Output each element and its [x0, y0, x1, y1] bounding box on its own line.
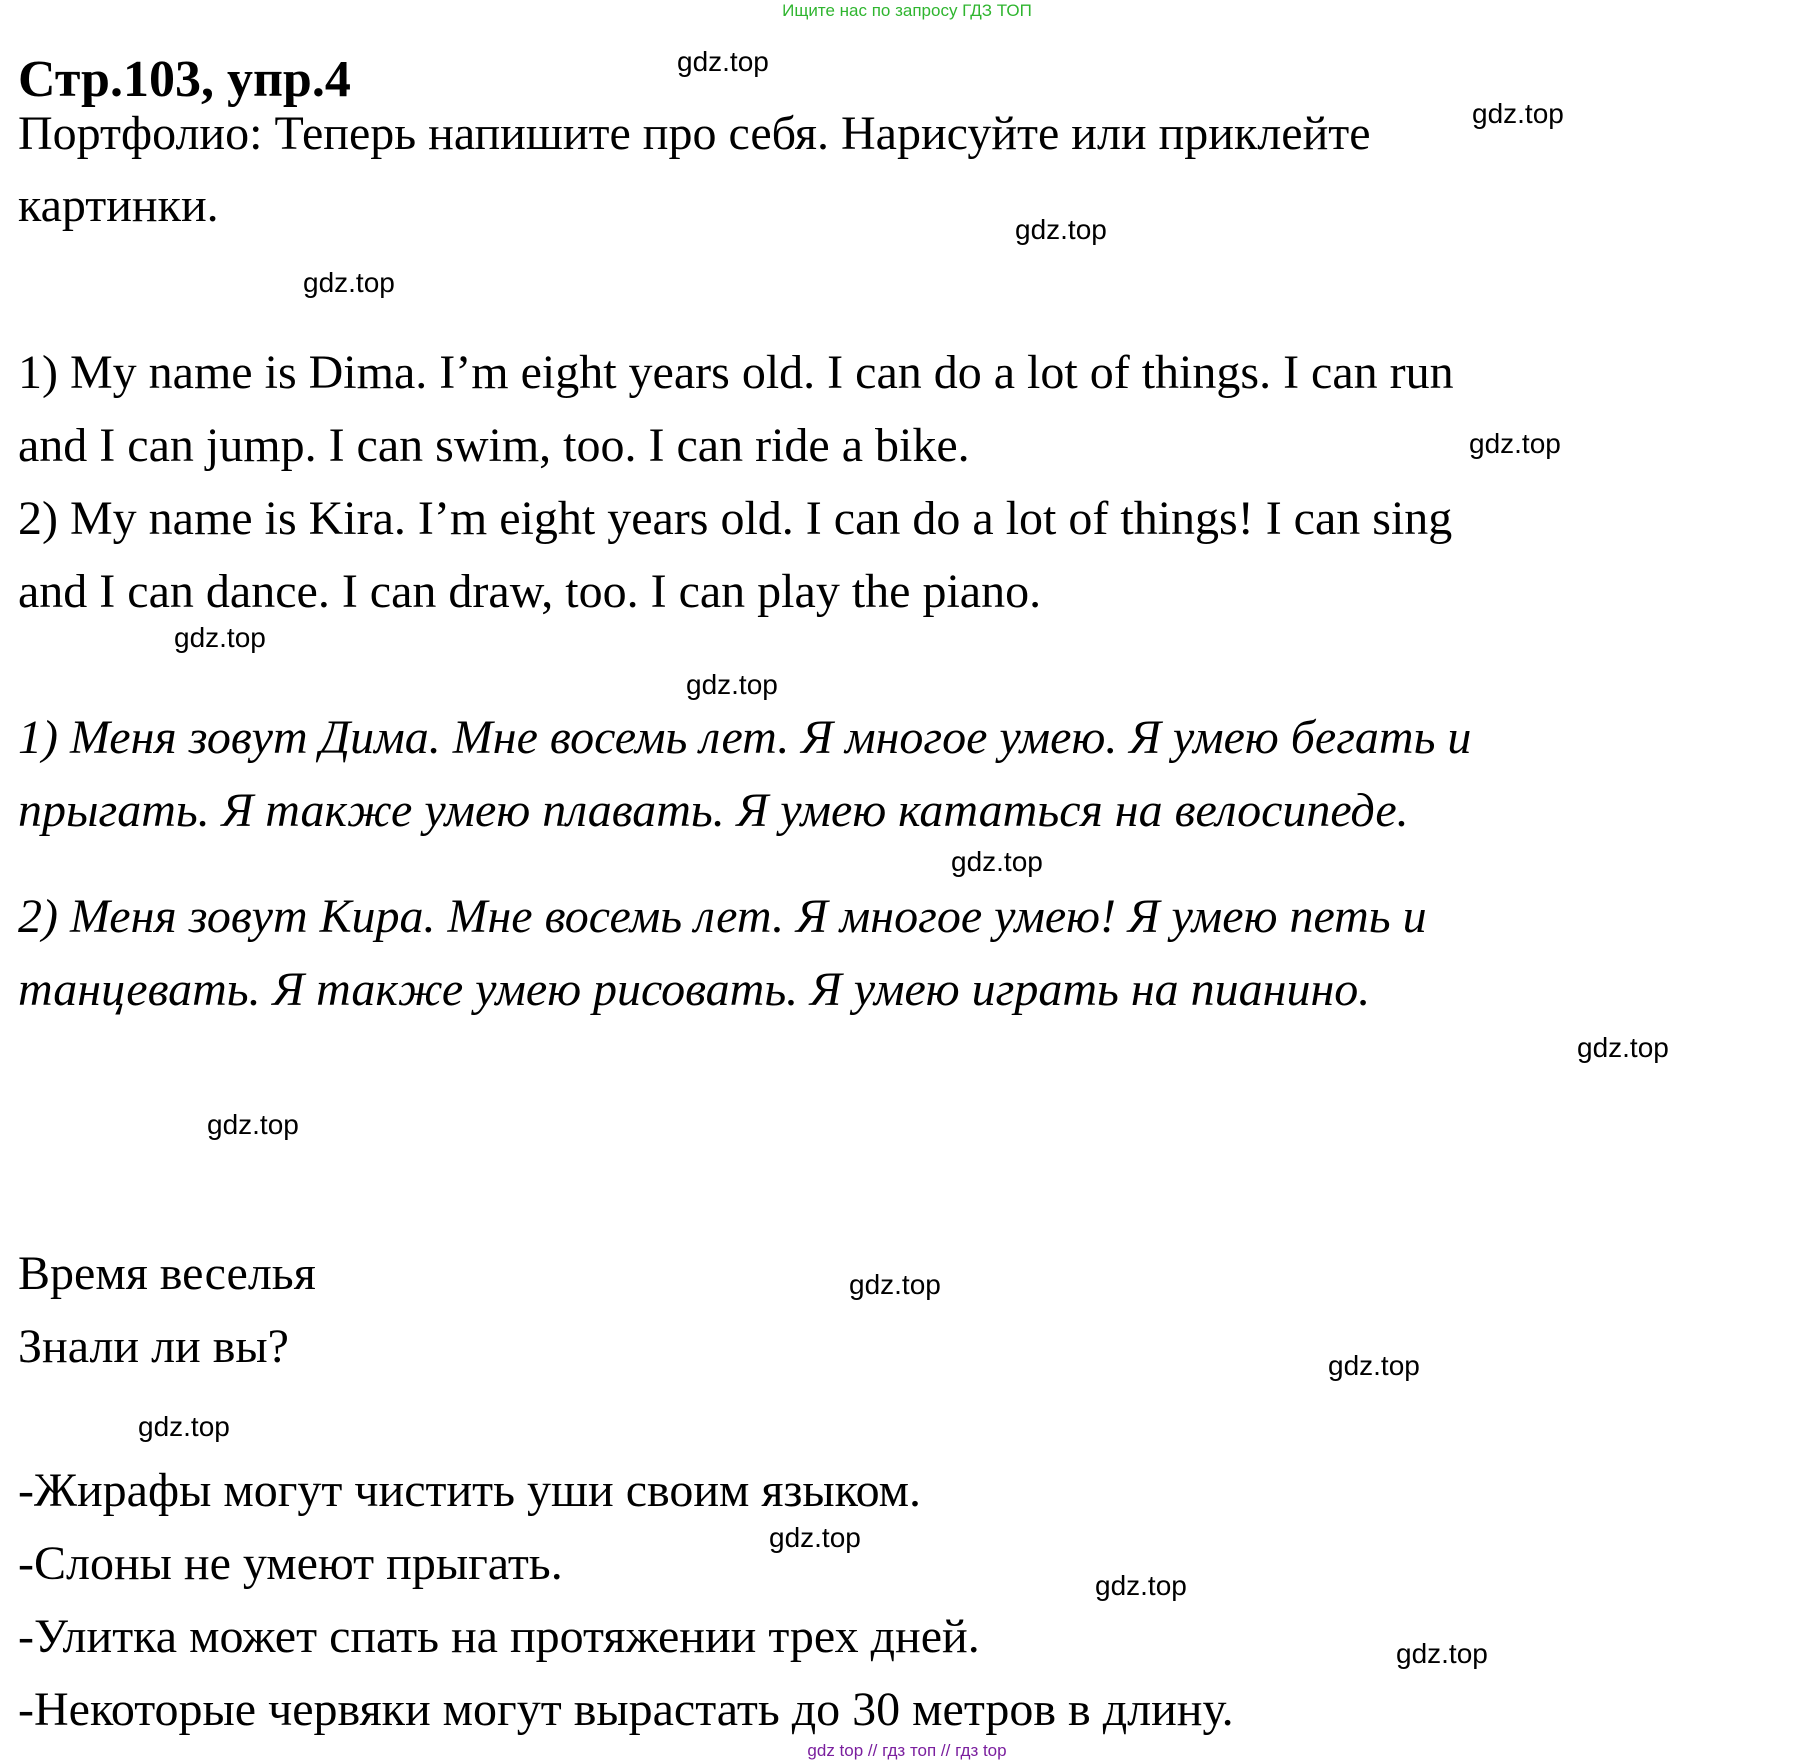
- watermark: gdz.top: [1472, 98, 1564, 129]
- section-subtitle: Знали ли вы?: [18, 1320, 289, 1373]
- fact-item: -Жирафы могут чистить уши своим языком.: [18, 1464, 922, 1517]
- watermark: gdz.top: [1577, 1032, 1669, 1063]
- translation-line: 2) Меня зовут Кира. Мне восемь лет. Я многое умею! Я умею петь и: [18, 890, 1427, 943]
- page-title: Стр.103, упр.4: [18, 51, 351, 108]
- fact-item: -Некоторые червяки могут вырастать до 30 метров в длину.: [18, 1683, 1234, 1736]
- english-line: and I can dance. I can draw, too. I can play the piano.: [18, 565, 1042, 618]
- watermark: gdz.top: [1469, 428, 1561, 459]
- watermark: gdz.top: [303, 267, 395, 298]
- watermark: gdz.top: [677, 46, 769, 77]
- task-line: картинки.: [18, 179, 219, 232]
- fact-item: -Улитка может спать на протяжении трех дней.: [18, 1610, 980, 1663]
- english-line: 1) My name is Dima. I’m eight years old. I can do a lot of things. I can run: [18, 346, 1454, 399]
- section-title: Время веселья: [18, 1247, 316, 1300]
- translation-line: прыгать. Я также умею плавать. Я умею кататься на велосипеде.: [18, 784, 1409, 837]
- english-line: and I can jump. I can swim, too. I can ride a bike.: [18, 419, 970, 472]
- watermark: gdz.top: [1015, 214, 1107, 245]
- watermark: gdz.top: [951, 846, 1043, 877]
- footer-note: gdz top // гдз топ // гдз top: [807, 1741, 1007, 1760]
- watermark: gdz.top: [1095, 1570, 1187, 1601]
- watermark: gdz.top: [1396, 1638, 1488, 1669]
- watermark: gdz.top: [769, 1522, 861, 1553]
- watermark: gdz.top: [174, 622, 266, 653]
- fact-item: -Слоны не умеют прыгать.: [18, 1537, 563, 1590]
- english-line: 2) My name is Kira. I’m eight years old. I can do a lot of things! I can sing: [18, 492, 1453, 545]
- watermark: gdz.top: [207, 1109, 299, 1140]
- watermark: gdz.top: [1328, 1350, 1420, 1381]
- watermark: gdz.top: [686, 669, 778, 700]
- translation-line: 1) Меня зовут Дима. Мне восемь лет. Я многое умею. Я умею бегать и: [18, 711, 1472, 764]
- translation-line: танцевать. Я также умею рисовать. Я умею играть на пианино.: [18, 963, 1371, 1016]
- search-hint: Ищите нас по запросу ГДЗ ТОП: [782, 1, 1032, 20]
- watermark: gdz.top: [138, 1411, 230, 1442]
- watermark: gdz.top: [849, 1269, 941, 1300]
- task-line: Портфолио: Теперь напишите про себя. Нарисуйте или приклейте: [18, 107, 1371, 160]
